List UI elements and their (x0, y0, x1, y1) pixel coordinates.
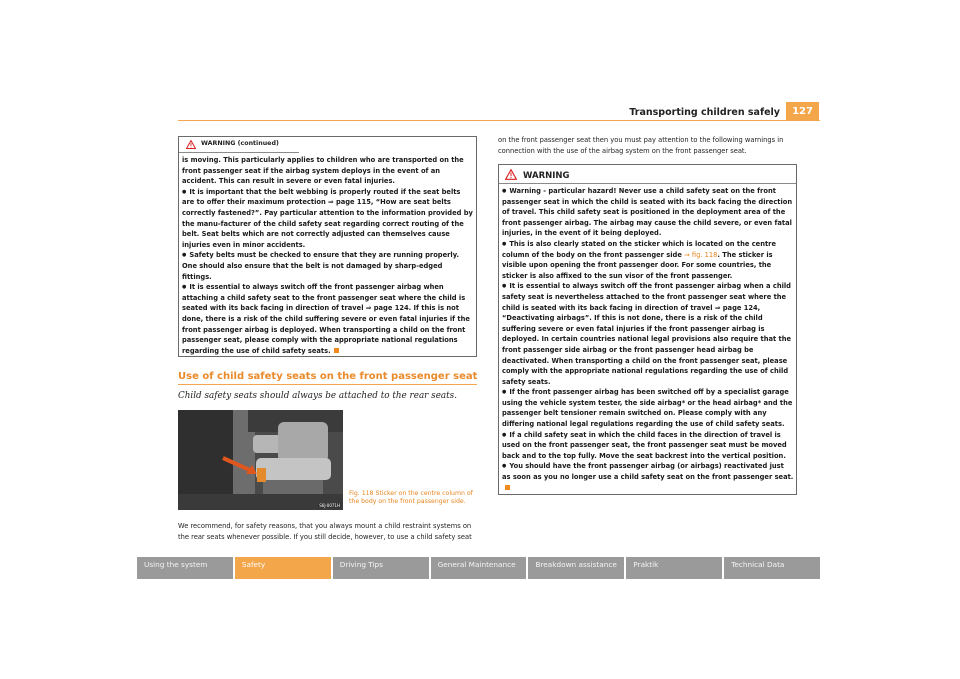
warning-bullet: ● This is also clearly stated on the sticker which is located on the centre column of the body on the front passenger side ⇒ fig. 118. The sticker is visible upon opening the front passenger door. For some countries, the sticker is also affixed to the sun visor of the front passenger. (502, 239, 794, 281)
warning-bullet: ● Warning - particular hazard! Never use a child safety seat on the front passenger seat in which the child is seated with its back facing the direction of travel. This child safety seat is positioned in the deployment area of the front passenger airbag. The airbag may cause the child severe, or even fatal injuries, in the event of it being deployed. (502, 186, 794, 239)
end-marker-icon (334, 348, 339, 353)
tab-using-the-system[interactable]: Using the system (137, 557, 235, 579)
warning-bullet: ● If a child safety seat in which the child faces in the direction of travel is used on the front passenger seat, the front passenger seat must be moved back and to the top fully. Move the seat backrest into the vertical position. (502, 430, 794, 462)
warning-header (499, 165, 796, 185)
chapter-nav-tabs (137, 557, 820, 579)
warning-continued-text (182, 155, 474, 356)
figure-image-code: S6J-0071H (319, 503, 340, 508)
warning-continued-header (179, 137, 476, 152)
tab-breakdown-assistance[interactable]: Breakdown assistance (528, 557, 626, 579)
tab-driving-tips[interactable]: Driving Tips (333, 557, 431, 579)
running-header-title: Transporting children safely (629, 107, 780, 118)
warning-continued-rule (179, 152, 299, 153)
warning-continued-title: WARNING (continued) (201, 140, 279, 147)
header-rule (178, 120, 820, 121)
tab-praktik[interactable]: Praktik (626, 557, 724, 579)
section-heading: Use of child safety seats on the front passenger seat (178, 371, 478, 382)
tab-technical-data[interactable]: Technical Data (724, 557, 820, 579)
warning-bullet: ● It is essential to always switch off the front passenger airbag when a child safety seat is nevertheless attached to the front passenger seat where the child is seated with its back facing in direction of travel ⇒ page 124, “Deactivating airbags”. If this is not done, there is a risk of the child suffering severe or even fatal injuries if the front passenger airbag is deployed. In certain countries national legal provisions also require that the front passenger side airbag or the front passenger head airbag be deactivated. When transporting a child on the front passenger seat, please comply with the appropriate national regulations regarding the use of child safety seats. (502, 281, 794, 387)
warning-continued-box (178, 136, 477, 357)
warning-bullet: ● It is important that the belt webbing is properly routed if the seat belts are to offer their maximum protection ⇒ page 115, “How are seat belts correctly fastened?”. Pay particular attention to the information provided by the manu-facturer of the child safety seat regarding correct routing of the belt. Seat belts which are not correctly adjusted can themselves cause injuries even in minor accidents. (182, 187, 474, 251)
warning-bullet: ● You should have the front passenger airbag (or airbags) reactivated just as soon as you no longer use a child safety seat on the front passenger seat. (502, 461, 794, 493)
tab-general-maintenance[interactable]: General Maintenance (431, 557, 529, 579)
warning-bullet: ● It is essential to always switch off the front passenger airbag when attaching a child safety seat to the front passenger seat where the child is seated with its back facing in direction of travel ⇒ page 124. If this is not done, there is a risk of the child suffering severe or even fatal injuries if the front passenger airbag is deployed. When transporting a child on the front passenger seat, please comply with the appropriate national regulations regarding the use of child safety seats. (182, 282, 474, 356)
figure-caption: Fig. 118 Sticker on the centre column of the body on the front passenger side. (349, 490, 473, 505)
warning-bullet: ● If the front passenger airbag has been switched off by a specialist garage using the vehicle system tester, the side airbag* or the head airbag* and the passenger belt tensioner remain switched on. Please comply with any differing national legal regulations regarding the use of child safety seats. (502, 387, 794, 429)
figure-118-photo (178, 410, 343, 510)
car-door-seat-illustration (178, 410, 343, 510)
section-rule (178, 384, 477, 385)
warning-box (498, 164, 797, 495)
warning-bullet: ● Safety belts must be checked to ensure that they are running properly. One should also ensure that the belt is not damaged by sharp-edged fittings. (182, 250, 474, 282)
figure-cross-reference[interactable]: ⇒ fig. 118 (684, 250, 718, 259)
section-intro: Child safety seats should always be attached to the rear seats. (178, 391, 457, 401)
right-body-paragraph: on the front passenger seat then you must pay attention to the following warnings in connection with the use of the airbag system on the front passenger seat. (498, 136, 784, 155)
warning-rule (499, 183, 796, 184)
page-number: 127 (786, 102, 819, 120)
warning-text (502, 186, 794, 493)
warning-title: WARNING (523, 171, 570, 181)
warning-triangle-icon (186, 140, 196, 149)
left-body-paragraph: We recommend, for safety reasons, that you always mount a child restraint systems on the rear seats whenever possible. If you still decide, however, to use a child safety seat (178, 522, 472, 541)
tab-safety[interactable]: Safety (235, 557, 333, 579)
warning-triangle-icon (505, 169, 517, 180)
end-marker-icon (505, 485, 510, 490)
warning-paragraph: is moving. This particularly applies to children who are transported on the front passenger seat if the airbag system deploys in the event of an accident. This can result in severe or even fatal injuries. (182, 156, 464, 186)
